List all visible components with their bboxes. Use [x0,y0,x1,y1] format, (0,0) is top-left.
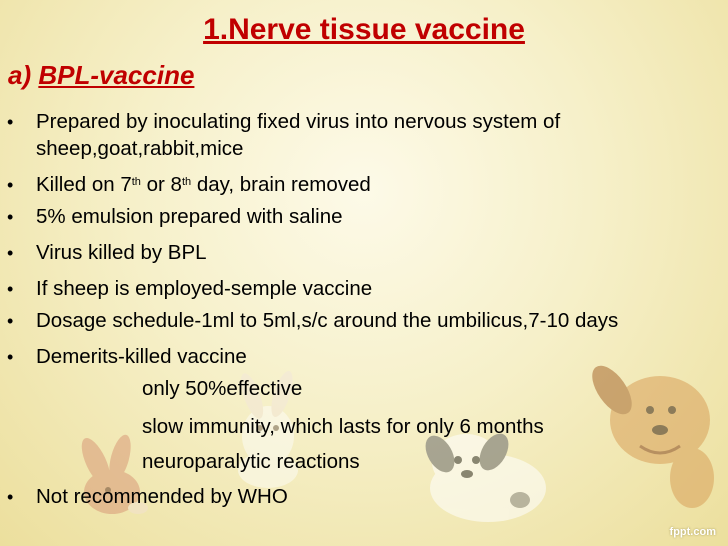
slide-subtitle [8,58,194,92]
list-item-text: Demerits-killed vaccine [36,345,247,368]
superscript: th [131,176,141,188]
list-item-text: If sheep is employed-semple vaccine [36,277,373,300]
cartoon-dog-icon [420,429,546,522]
sub-item-text: neuroparalytic reactions [142,450,360,473]
text-segment: Killed on 7 [36,173,132,196]
footer-credit: fppt.com [669,526,716,538]
sub-item-text: slow immunity, which lasts for only 6 months [142,415,544,438]
bullet-marker: • [7,112,14,132]
bullet-marker: • [7,487,14,507]
bullet-marker: • [7,243,14,263]
superscript: th [181,176,192,188]
bullet-marker: • [7,175,14,195]
cartoon-dog-icon [584,359,714,508]
list-item-text: Prepared by inoculating fixed virus into nervous system of [36,110,561,133]
list-item-text [36,172,371,198]
subtitle-text: BPL-vaccine [38,60,195,90]
list-item-text: 5% emulsion prepared with saline [36,205,343,228]
bullet-marker: • [7,347,14,367]
bullet-marker: • [7,207,14,227]
bullet-marker: • [7,279,14,299]
sub-item-text: only 50%effective [142,377,303,400]
list-item-text: Dosage schedule-1ml to 5ml,s/c around the umbilicus,7-10 days [36,309,619,332]
subtitle-prefix: a) [8,60,39,90]
slide-title: 1.Nerve tissue vaccine [203,13,525,46]
text-segment: day, brain removed [191,173,371,196]
list-item-text: sheep,goat,rabbit,mice [36,137,244,160]
text-segment: or 8 [140,173,182,196]
list-item-text: Not recommended by WHO [36,485,288,508]
bullet-marker: • [7,311,14,331]
list-item-text: Virus killed by BPL [36,241,207,264]
